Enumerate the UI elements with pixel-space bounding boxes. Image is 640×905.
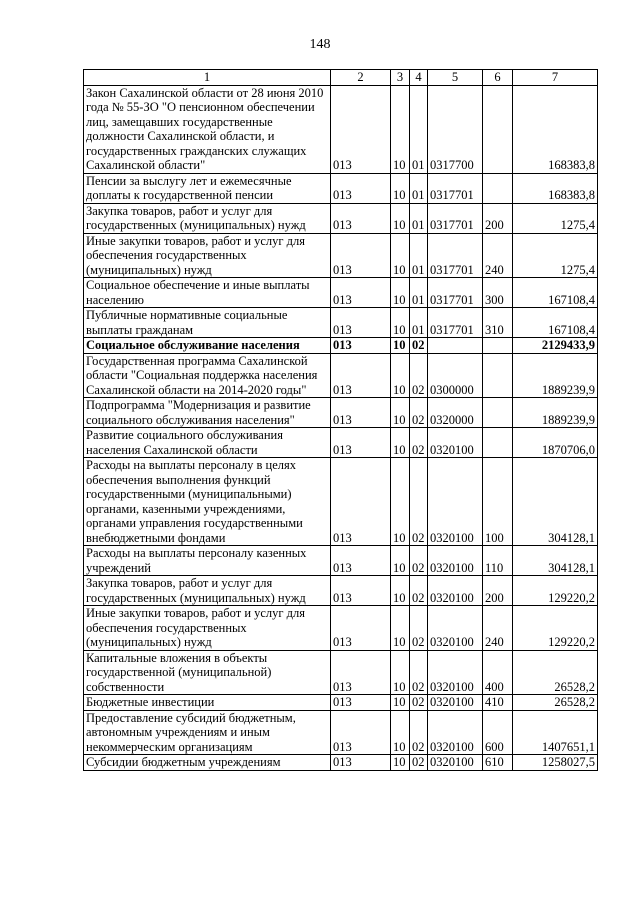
cell-ved: 013 (331, 398, 391, 428)
cell-csr: 0320100 (428, 428, 483, 458)
cell-ved: 013 (331, 353, 391, 398)
cell-pr: 02 (410, 546, 428, 576)
cell-rz: 10 (391, 710, 410, 755)
cell-pr: 02 (410, 710, 428, 755)
cell-csr: 0320000 (428, 398, 483, 428)
table-row (84, 173, 598, 203)
cell-name: Закупка товаров, работ и услуг для государственных (муниципальных) нужд (84, 203, 331, 233)
cell-pr: 01 (410, 308, 428, 338)
cell-rz: 10 (391, 755, 410, 771)
cell-sum: 2129433,9 (513, 338, 598, 354)
table-row (84, 308, 598, 338)
cell-rz: 10 (391, 173, 410, 203)
cell-name: Государственная программа Сахалинской области "Социальная поддержка населения Сахалинской области на 2014-2020 годы" (84, 353, 331, 398)
cell-sum: 167108,4 (513, 308, 598, 338)
table-row (84, 576, 598, 606)
cell-csr: 0320100 (428, 650, 483, 695)
cell-rz: 10 (391, 233, 410, 278)
cell-pr: 01 (410, 233, 428, 278)
cell-ved: 013 (331, 428, 391, 458)
cell-ved: 013 (331, 755, 391, 771)
cell-csr: 0320100 (428, 710, 483, 755)
cell-sum: 1258027,5 (513, 755, 598, 771)
cell-rz: 10 (391, 308, 410, 338)
page-number: 148 (309, 37, 331, 52)
cell-sum: 26528,2 (513, 695, 598, 711)
cell-vr: 100 (483, 458, 513, 546)
cell-vr: 110 (483, 546, 513, 576)
cell-sum: 167108,4 (513, 278, 598, 308)
cell-vr: 400 (483, 650, 513, 695)
cell-sum: 1275,4 (513, 203, 598, 233)
cell-ved: 013 (331, 85, 391, 173)
cell-vr: 600 (483, 710, 513, 755)
cell-name: Закупка товаров, работ и услуг для государственных (муниципальных) нужд (84, 576, 331, 606)
cell-csr: 0320100 (428, 458, 483, 546)
cell-name: Капитальные вложения в объекты государственной (муниципальной) собственности (84, 650, 331, 695)
cell-vr (483, 398, 513, 428)
cell-pr: 01 (410, 278, 428, 308)
cell-rz: 10 (391, 353, 410, 398)
cell-ved: 013 (331, 606, 391, 651)
cell-vr: 300 (483, 278, 513, 308)
cell-sum: 168383,8 (513, 173, 598, 203)
cell-rz: 10 (391, 576, 410, 606)
cell-ved: 013 (331, 576, 391, 606)
cell-name: Социальное обеспечение и иные выплаты населению (84, 278, 331, 308)
header-cell: 6 (483, 70, 513, 86)
cell-vr: 310 (483, 308, 513, 338)
cell-pr: 01 (410, 203, 428, 233)
cell-csr: 0320100 (428, 695, 483, 711)
cell-ved: 013 (331, 308, 391, 338)
cell-vr: 200 (483, 576, 513, 606)
cell-pr: 02 (410, 695, 428, 711)
table-row (84, 695, 598, 711)
header-cell: 4 (410, 70, 428, 86)
table-row (84, 710, 598, 755)
table-row (84, 428, 598, 458)
cell-pr: 02 (410, 338, 428, 354)
cell-ved: 013 (331, 458, 391, 546)
cell-sum: 168383,8 (513, 85, 598, 173)
cell-sum: 304128,1 (513, 458, 598, 546)
cell-csr: 0320100 (428, 546, 483, 576)
cell-name: Предоставление субсидий бюджетным, автономным учреждениям и иным некоммерческим организациям (84, 710, 331, 755)
cell-ved: 013 (331, 203, 391, 233)
cell-pr: 02 (410, 428, 428, 458)
header-row (84, 70, 598, 86)
cell-csr: 0317701 (428, 278, 483, 308)
cell-csr: 0317701 (428, 173, 483, 203)
cell-sum: 1870706,0 (513, 428, 598, 458)
cell-vr (483, 338, 513, 354)
cell-ved: 013 (331, 650, 391, 695)
cell-name: Бюджетные инвестиции (84, 695, 331, 711)
cell-rz: 10 (391, 278, 410, 308)
table-row (84, 546, 598, 576)
cell-name: Расходы на выплаты персоналу казенных учреждений (84, 546, 331, 576)
header-cell: 1 (84, 70, 331, 86)
cell-vr (483, 173, 513, 203)
cell-name: Иные закупки товаров, работ и услуг для обеспечения государственных (муниципальных) нужд (84, 606, 331, 651)
cell-sum: 129220,2 (513, 576, 598, 606)
cell-sum: 1889239,9 (513, 353, 598, 398)
cell-sum: 1889239,9 (513, 398, 598, 428)
header-cell: 5 (428, 70, 483, 86)
cell-ved: 013 (331, 233, 391, 278)
cell-rz: 10 (391, 338, 410, 354)
cell-pr: 02 (410, 576, 428, 606)
cell-csr: 0317701 (428, 203, 483, 233)
cell-csr: 0320100 (428, 755, 483, 771)
cell-name: Развитие социального обслуживания населения Сахалинской области (84, 428, 331, 458)
cell-sum: 129220,2 (513, 606, 598, 651)
header-cell: 7 (513, 70, 598, 86)
cell-csr: 0320100 (428, 606, 483, 651)
cell-pr: 01 (410, 85, 428, 173)
cell-sum: 304128,1 (513, 546, 598, 576)
cell-rz: 10 (391, 606, 410, 651)
cell-ved: 013 (331, 173, 391, 203)
table-row (84, 755, 598, 771)
cell-name: Пенсии за выслугу лет и ежемесячные доплаты к государственной пенсии (84, 173, 331, 203)
table-row (84, 398, 598, 428)
cell-ved: 013 (331, 710, 391, 755)
cell-vr: 240 (483, 233, 513, 278)
cell-name: Субсидии бюджетным учреждениям (84, 755, 331, 771)
cell-rz: 10 (391, 203, 410, 233)
cell-vr: 610 (483, 755, 513, 771)
cell-pr: 02 (410, 398, 428, 428)
table-row (84, 338, 598, 354)
cell-vr (483, 353, 513, 398)
table-row (84, 353, 598, 398)
cell-ved: 013 (331, 546, 391, 576)
cell-rz: 10 (391, 695, 410, 711)
header-cell: 3 (391, 70, 410, 86)
cell-pr: 02 (410, 458, 428, 546)
cell-name: Иные закупки товаров, работ и услуг для обеспечения государственных (муниципальных) нужд (84, 233, 331, 278)
cell-rz: 10 (391, 85, 410, 173)
header-cell: 2 (331, 70, 391, 86)
cell-vr (483, 428, 513, 458)
cell-csr: 0320100 (428, 576, 483, 606)
cell-csr: 0317701 (428, 308, 483, 338)
cell-rz: 10 (391, 546, 410, 576)
cell-sum: 1407651,1 (513, 710, 598, 755)
budget-table (83, 69, 598, 771)
table-row (84, 278, 598, 308)
table-row (84, 458, 598, 546)
table-row (84, 233, 598, 278)
cell-rz: 10 (391, 428, 410, 458)
cell-csr: 0300000 (428, 353, 483, 398)
cell-ved: 013 (331, 338, 391, 354)
cell-name: Социальное обслуживание населения (84, 338, 331, 354)
table-row (84, 606, 598, 651)
table-row (84, 203, 598, 233)
cell-sum: 1275,4 (513, 233, 598, 278)
cell-name: Подпрограмма "Модернизация и развитие социального обслуживания населения" (84, 398, 331, 428)
cell-name: Закон Сахалинской области от 28 июня 2010 года № 55-ЗО "О пенсионном обеспечении лиц, замещавших государственные должности Сахалинской области, и государственных гражданских служащих Сахалинской области" (84, 85, 331, 173)
cell-pr: 01 (410, 173, 428, 203)
cell-rz: 10 (391, 650, 410, 695)
table-row (84, 85, 598, 173)
cell-vr (483, 85, 513, 173)
cell-ved: 013 (331, 278, 391, 308)
cell-name: Расходы на выплаты персоналу в целях обеспечения выполнения функций государственными (муниципальными) органами, казенными учреждениями, органами управления государственными внебюджетными фондами (84, 458, 331, 546)
cell-vr: 410 (483, 695, 513, 711)
cell-vr: 240 (483, 606, 513, 651)
cell-rz: 10 (391, 458, 410, 546)
cell-csr: 0317700 (428, 85, 483, 173)
cell-pr: 02 (410, 606, 428, 651)
cell-pr: 02 (410, 755, 428, 771)
cell-name: Публичные нормативные социальные выплаты гражданам (84, 308, 331, 338)
cell-pr: 02 (410, 650, 428, 695)
cell-rz: 10 (391, 398, 410, 428)
table-row (84, 650, 598, 695)
cell-sum: 26528,2 (513, 650, 598, 695)
cell-csr: 0317701 (428, 233, 483, 278)
cell-vr: 200 (483, 203, 513, 233)
cell-pr: 02 (410, 353, 428, 398)
cell-ved: 013 (331, 695, 391, 711)
cell-csr (428, 338, 483, 354)
